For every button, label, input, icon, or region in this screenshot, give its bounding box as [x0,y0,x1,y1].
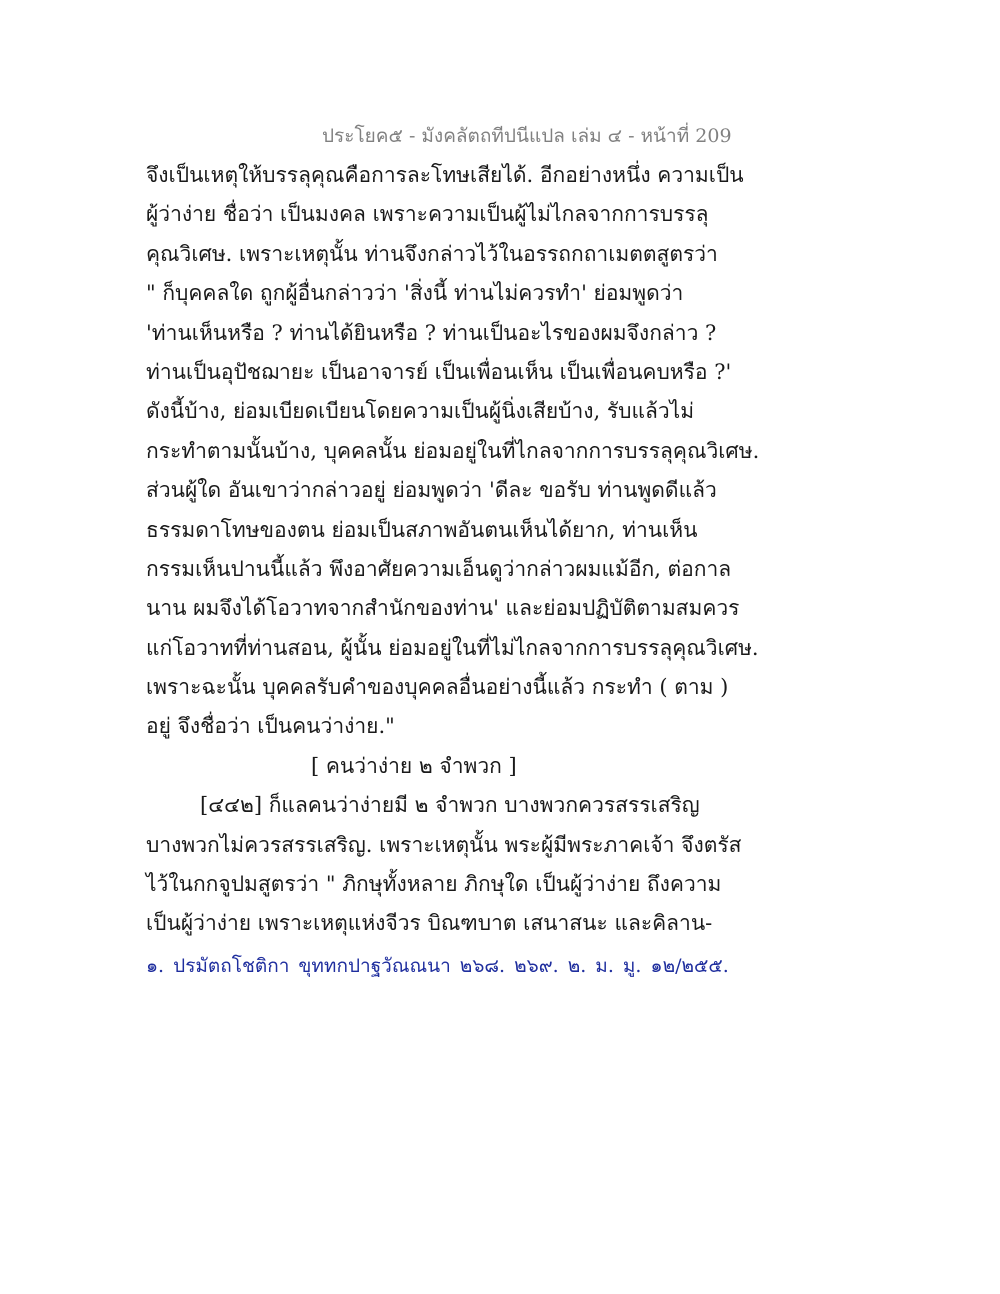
text-line: ผู้ว่าง่าย ชื่อว่า เป็นมงคล เพราะความเป็นผู้ไม่ไกลจากการบรรลุ [146,202,709,227]
text-line: ไว้ในกกจูปมสูตรว่า " ภิกษุทั้งหลาย ภิกษุใด เป็นผู้ว่าง่าย ถึงความ [146,872,722,897]
text-line: ส่วนผู้ใด อันเขาว่ากล่าวอยู่ ย่อมพูดว่า 'ดีละ ขอรับ ท่านพูดดีแล้ว [146,478,717,503]
text-line: อยู่ จึงชื่อว่า เป็นคนว่าง่าย." [146,714,395,739]
text-line: จึงเป็นเหตุให้บรรลุคุณคือการละโทษเสียได้. อีกอย่างหนึ่ง ความเป็น [146,163,744,187]
text-line: นาน ผมจึงได้โอวาทจากสำนักของท่าน' และย่อมปฏิบัติตามสมควร [146,596,740,621]
text-line: ดังนี้บ้าง, ย่อมเบียดเบียนโดยความเป็นผู้นิ่งเสียบ้าง, รับแล้วไม่ [146,399,695,424]
footnote: ๑. ปรมัตถโชติกา ขุททกปาฐวัณณนา ๒๖๘. ๒๖๙. ๒. ม. มู. ๑๒/๒๕๕. [146,955,729,977]
text-line: ธรรมดาโทษของตน ย่อมเป็นสภาพอันตนเห็นได้ยาก, ท่านเห็น [146,517,698,542]
text-line: กระทำตามนั้นบ้าง, บุคคลนั้น ย่อมอยู่ในที่ไกลจากการบรรลุคุณวิเศษ. [146,438,760,463]
text-line: [๔๔๒] ก็แลคนว่าง่ายมี ๒ จำพวก บางพวกควรสรรเสริญ [200,793,700,818]
section-heading: [ คนว่าง่าย ๒ จำพวก ] [311,753,517,778]
text-line: เพราะฉะนั้น บุคคลรับคำของบุคคลอื่นอย่างนี้แล้ว กระทำ ( ตาม ) [146,675,729,700]
text-line: บางพวกไม่ควรสรรเสริญ. เพราะเหตุนั้น พระผู้มีพระภาคเจ้า จึงตรัส [146,832,742,857]
text-line: 'ท่านเห็นหรือ ? ท่านได้ยินหรือ ? ท่านเป็นอะไรของผมจึงกล่าว ? [146,320,717,345]
text-line: กรรมเห็นปานนี้แล้ว พึงอาศัยความเอ็นดูว่ากล่าวผมแม้อีก, ต่อกาล [146,556,732,581]
text-line: " ก็บุคคลใด ถูกผู้อื่นกล่าวว่า 'สิ่งนี้ ท่านไม่ควรทำ' ย่อมพูดว่า [146,281,684,306]
text-line: แก่โอวาทที่ท่านสอน, ผู้นั้น ย่อมอยู่ในที่ไม่ไกลจากการบรรลุคุณวิเศษ. [146,635,759,660]
page-header: ประโยค๕ - มังคลัตถทีปนีแปล เล่ม ๔ - หน้าที่ 209 [322,125,732,147]
text-line: เป็นผู้ว่าง่าย เพราะเหตุแห่งจีวร บิณฑบาต เสนาสนะ และคิลาน- [146,911,713,936]
text-line: คุณวิเศษ. เพราะเหตุนั้น ท่านจึงกล่าวไว้ในอรรถกถาเมตตสูตรว่า [146,241,718,266]
text-line: ท่านเป็นอุปัชฌายะ เป็นอาจารย์ เป็นเพื่อนเห็น เป็นเพื่อนคบหรือ ?' [146,359,732,384]
body-text [146,156,866,944]
